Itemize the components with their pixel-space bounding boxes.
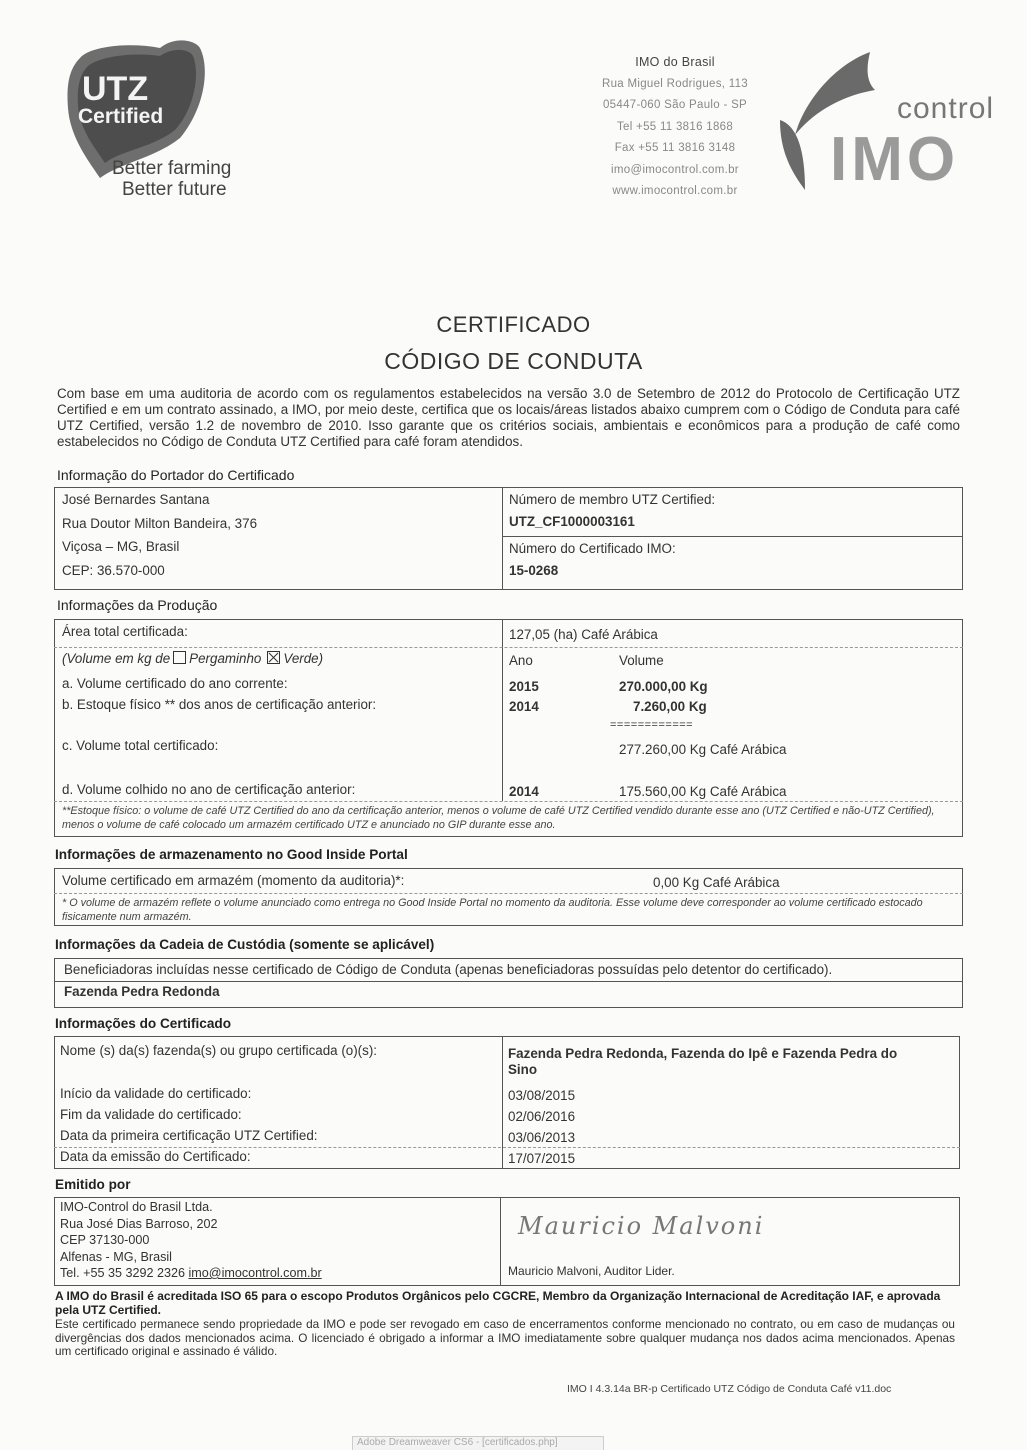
- certificate-heading: Informações do Certificado: [55, 1016, 231, 1031]
- imo-address-block: [575, 52, 775, 203]
- sum-separator: ============: [610, 719, 694, 731]
- production-heading: Informações da Produção: [57, 597, 218, 613]
- member-number-label: Número de membro UTZ Certified:: [509, 492, 716, 507]
- utz-certified-logo: [60, 38, 270, 208]
- divider: [54, 1147, 960, 1148]
- column-year-header: Ano: [509, 653, 533, 668]
- farms-value-line-1: Fazenda Pedra Redonda, Fazenda do Ipê e Fazenda Pedra do: [508, 1046, 898, 1061]
- document-title: CERTIFICADO: [436, 312, 591, 337]
- holder-name: José Bernardes Santana: [62, 492, 210, 507]
- row-b-year: 2014: [509, 699, 539, 714]
- row-a-value: 270.000,00 Kg: [619, 679, 708, 694]
- imo-address-line: IMO do Brasil: [635, 55, 715, 69]
- divider: [502, 1036, 503, 1169]
- row-b-label: b. Estoque físico ** dos anos de certificação anterior:: [62, 697, 377, 712]
- row-d-label: d. Volume colhido no ano de certificação anterior:: [62, 782, 356, 797]
- issuer-email-link[interactable]: imo@imocontrol.com.br: [188, 1266, 322, 1280]
- imo-cert-value: 15-0268: [509, 563, 559, 578]
- issuer-address: [60, 1199, 322, 1282]
- imo-address-line: Fax +55 11 3816 3148: [614, 142, 736, 154]
- issuer-line: Rua José Dias Barroso, 202: [60, 1216, 218, 1231]
- first-certification-label: Data da primeira certificação UTZ Certified:: [60, 1128, 318, 1143]
- issuer-line: Alfenas - MG, Brasil: [60, 1249, 172, 1264]
- row-c-value: 277.260,00 Kg Café Arábica: [619, 742, 787, 757]
- row-c-label: c. Volume total certificado:: [62, 738, 219, 753]
- column-volume-header: Volume: [619, 653, 664, 668]
- issuer-phone: Tel. +55 35 3292 2326: [60, 1266, 189, 1280]
- custody-heading: Informações da Cadeia de Custódia (somente se aplicável): [55, 937, 435, 952]
- holder-street: Rua Doutor Milton Bandeira, 376: [62, 516, 258, 531]
- imo-email-line: imo@imocontrol.com.br: [611, 163, 739, 176]
- volume-unit-prefix: (Volume em kg de: [62, 651, 171, 666]
- storage-footnote: * O volume de armazém reflete o volume anunciado como entrega no Good Inside Portal no momento da auditoria. Esse volume deve corresponder ao volume certificado estocado fisicamente num armazém.: [62, 897, 923, 923]
- row-d-year: 2014: [509, 784, 539, 799]
- farms-label: Nome (s) da(s) fazenda(s) ou grupo certificada (o)(s):: [60, 1043, 378, 1058]
- issuer-line: IMO-Control do Brasil Ltda.: [60, 1200, 213, 1214]
- divider: [502, 487, 503, 590]
- auditor-signature: Mauricio Malvoni: [518, 1212, 765, 1240]
- first-certification-value: 03/06/2013: [508, 1130, 576, 1145]
- row-b-value: 7.260,00 Kg: [633, 699, 707, 714]
- taskbar-tab[interactable]: Adobe Dreamweaver CS6 - [certificados.php]: [352, 1436, 604, 1450]
- validity-end-label: Fim da validade do certificado:: [60, 1107, 242, 1122]
- divider: [54, 647, 963, 648]
- verde-checkbox-checked: [267, 651, 280, 664]
- divider: [500, 1197, 501, 1286]
- imo-logo-imo-text: IMO: [830, 125, 960, 194]
- area-label: Área total certificada:: [62, 624, 188, 639]
- imo-logo-control-text: control: [897, 92, 995, 125]
- row-d-value: 175.560,00 Kg Café Arábica: [619, 784, 787, 799]
- custody-label: Beneficiadoras incluídas nesse certificado de Código de Conduta (apenas beneficiadoras possuídas pelo detentor do certificado).: [64, 962, 833, 977]
- volume-unit-line: [62, 651, 323, 666]
- validity-start-label: Início da validade do certificado:: [60, 1086, 252, 1101]
- divider: [54, 981, 963, 982]
- imo-address-line: Tel +55 11 3816 1868: [616, 120, 734, 133]
- holder-cep: CEP: 36.570-000: [62, 563, 165, 578]
- pergaminho-checkbox: [173, 651, 186, 664]
- row-a-year: 2015: [509, 679, 539, 694]
- row-a-label: a. Volume certificado do ano corrente:: [62, 676, 288, 691]
- validity-start-value: 03/08/2015: [508, 1088, 576, 1103]
- accreditation-statement: A IMO do Brasil é acreditada ISO 65 para o escopo Produtos Orgânicos pelo CGCRE, Membro da Organização Internacional de Acreditação IAF, e aprovada pela UTZ Certified.: [55, 1289, 941, 1317]
- document-reference: IMO I 4.3.14a BR-p Certificado UTZ Código de Conduta Café v11.doc: [567, 1383, 892, 1395]
- holder-city: Viçosa – MG, Brasil: [62, 539, 180, 554]
- utz-logo-certified-text: Certified: [78, 105, 164, 128]
- imo-website-line: www.imocontrol.com.br: [612, 185, 738, 197]
- document-subtitle: CÓDIGO DE CONDUTA: [384, 348, 643, 374]
- custody-value: Fazenda Pedra Redonda: [64, 984, 220, 999]
- imo-address-line: Rua Miguel Rodrigues, 113: [601, 77, 748, 90]
- imo-control-logo: [775, 50, 1010, 200]
- issuer-contact: [60, 1265, 322, 1282]
- divider: [54, 801, 963, 802]
- utz-tagline-1: Better farming: [112, 158, 232, 179]
- validity-end-value: 02/06/2016: [508, 1109, 576, 1124]
- issue-date-value: 17/07/2015: [508, 1151, 576, 1166]
- area-value: 127,05 (ha) Café Arábica: [509, 627, 658, 642]
- divider: [54, 893, 963, 894]
- utz-tagline-2: Better future: [122, 179, 227, 200]
- verde-label: Verde): [283, 651, 324, 666]
- intro-paragraph: Com base em uma auditoria de acordo com os regulamentos estabelecidos na versão 3.0 de Setembro de 2012 do Protocolo de Certificação UTZ Certified e em um contrato assinado, a IMO, por meio deste, certifica que os locais/áreas listados abaixo cumprem com o Código de Conduta para café UTZ Certified, versão 1.2 de novembro de 2010. Isso garante que os critérios sociais, ambientais e econômicos para a produção de café como estabelecidos no Código de Conduta UTZ Certified para café foram atendidos.: [57, 386, 960, 449]
- issue-date-label: Data da emissão do Certificado:: [60, 1149, 251, 1164]
- issued-by-heading: Emitido por: [55, 1177, 131, 1192]
- stock-footnote: **Estoque físico: o volume de café UTZ Certified do ano da certificação anterior, menos o volume de café UTZ Certified vendido durante esse ano (UTZ Certified e não-UTZ Certified), menos o volume de café colocado um armazém certificado UTZ e anunciado no GIP durante esse ano.: [62, 805, 935, 831]
- imo-cert-label: Número do Certificado IMO:: [509, 541, 676, 556]
- holder-heading: Informação do Portador do Certificado: [57, 467, 295, 483]
- storage-heading: Informações de armazenamento no Good Inside Portal: [55, 847, 408, 862]
- pergaminho-label: Pergaminho: [189, 651, 262, 666]
- farms-value-line-2: Sino: [508, 1062, 538, 1077]
- member-number-value: UTZ_CF1000003161: [509, 514, 635, 529]
- utz-logo-text: UTZ: [82, 70, 149, 108]
- imo-address-line: 05447-060 São Paulo - SP: [602, 99, 748, 111]
- validity-statement: Este certificado permanece sendo propriedade da IMO e pode ser revogado em caso de encerramentos conforme mencionado no contrato, ou em caso de mudanças ou divergências dos dados mencionados acima. O licenciado é obrigado a informar a IMO imediatamente sobre qualquer mudança nos dados acima mencionados. Apenas um certificado original e assinado é válido.: [55, 1317, 955, 1358]
- issuer-line: CEP 37130-000: [60, 1233, 150, 1247]
- auditor-name: Mauricio Malvoni, Auditor Lider.: [508, 1264, 675, 1278]
- storage-label: Volume certificado em armazém (momento da auditoria)*:: [62, 873, 405, 888]
- divider: [502, 536, 963, 537]
- storage-value: 0,00 Kg Café Arábica: [653, 875, 780, 890]
